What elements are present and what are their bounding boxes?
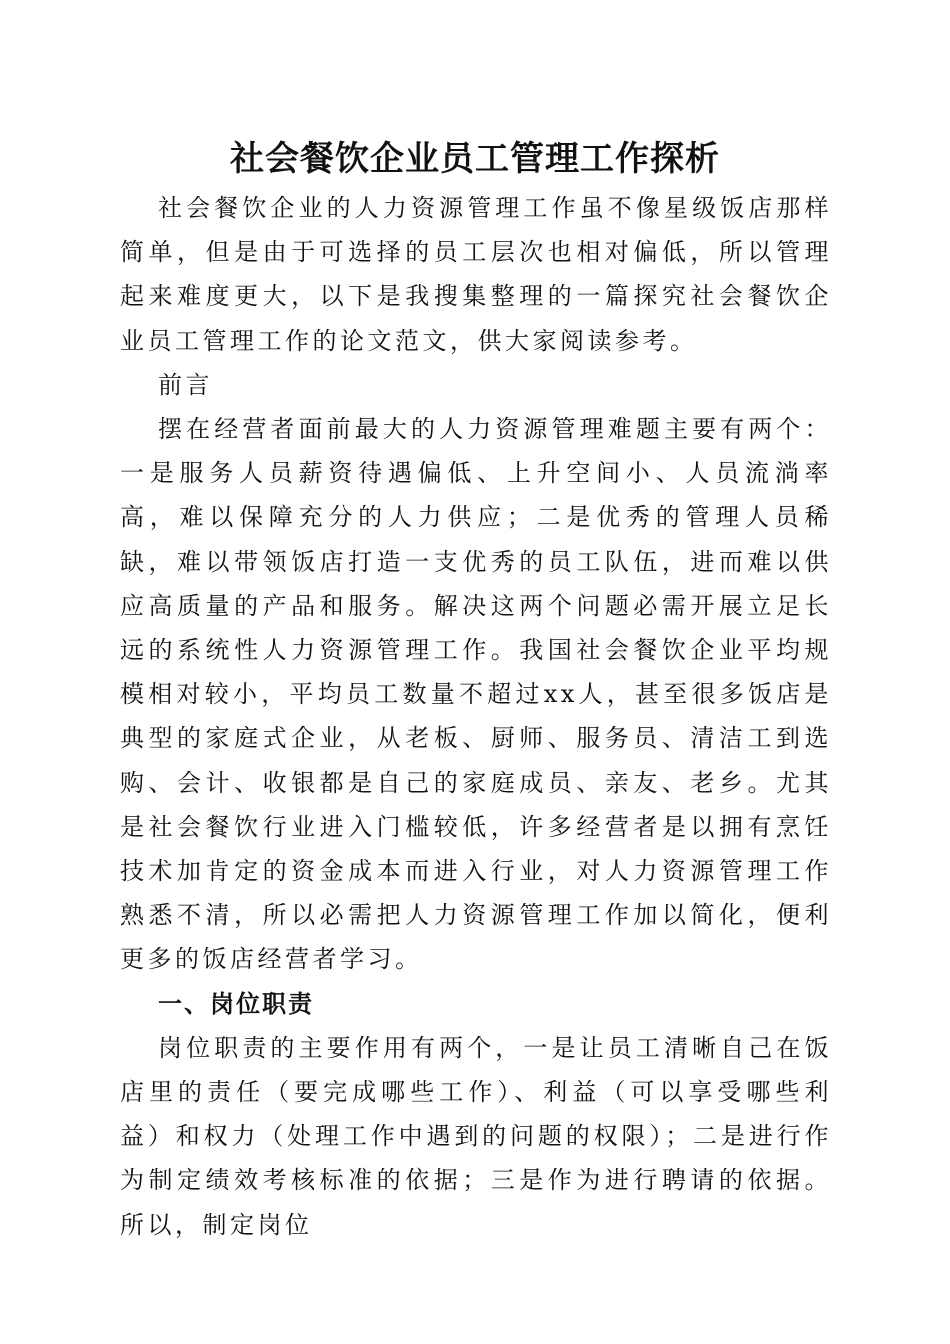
- document-title: 社会餐饮企业员工管理工作探析: [230, 139, 720, 179]
- preface-label: 前言: [158, 370, 213, 399]
- document-body: [120, 186, 832, 1247]
- preface-paragraph: 摆在经营者面前最大的人力资源管理难题主要有两个：一是服务人员薪资待遇偏低、上升空间小、人员流淌率高，难以保障充分的人力供应；二是优秀的管理人员稀缺，难以带领饭店打造一支优秀的员工队伍，进而难以供应高质量的产品和服务。解决这两个问题必需开展立足长远的系统性人力资源管理工作。我国社会餐饮企业平均规模相对较小，平均员工数量不超过xx人，甚至很多饭店是典型的家庭式企业，从老板、厨师、服务员、清洁工到选购、会计、收银都是自己的家庭成员、亲友、老乡。尤其是社会餐饮行业进入门槛较低，许多经营者是以拥有烹饪技术加肯定的资金成本而进入行业，对人力资源管理工作熟悉不清，所以必需把人力资源管理工作加以简化，便利更多的饭店经营者学习。: [120, 415, 832, 974]
- section-heading-1: 一、岗位职责: [158, 989, 314, 1018]
- section-1-paragraph: 岗位职责的主要作用有两个，一是让员工清晰自己在饭店里的责任（要完成哪些工作）、利益（可以享受哪些利益）和权力（处理工作中遇到的问题的权限）；二是进行作为制定绩效考核标准的依据；三是作为进行聘请的依据。所以，制定岗位: [120, 1033, 832, 1239]
- intro-paragraph: 社会餐饮企业的人力资源管理工作虽不像星级饭店那样简单，但是由于可选择的员工层次也相对偏低，所以管理起来难度更大，以下是我搜集整理的一篇探究社会餐饮企业员工管理工作的论文范文，供大家阅读参考。: [120, 194, 832, 355]
